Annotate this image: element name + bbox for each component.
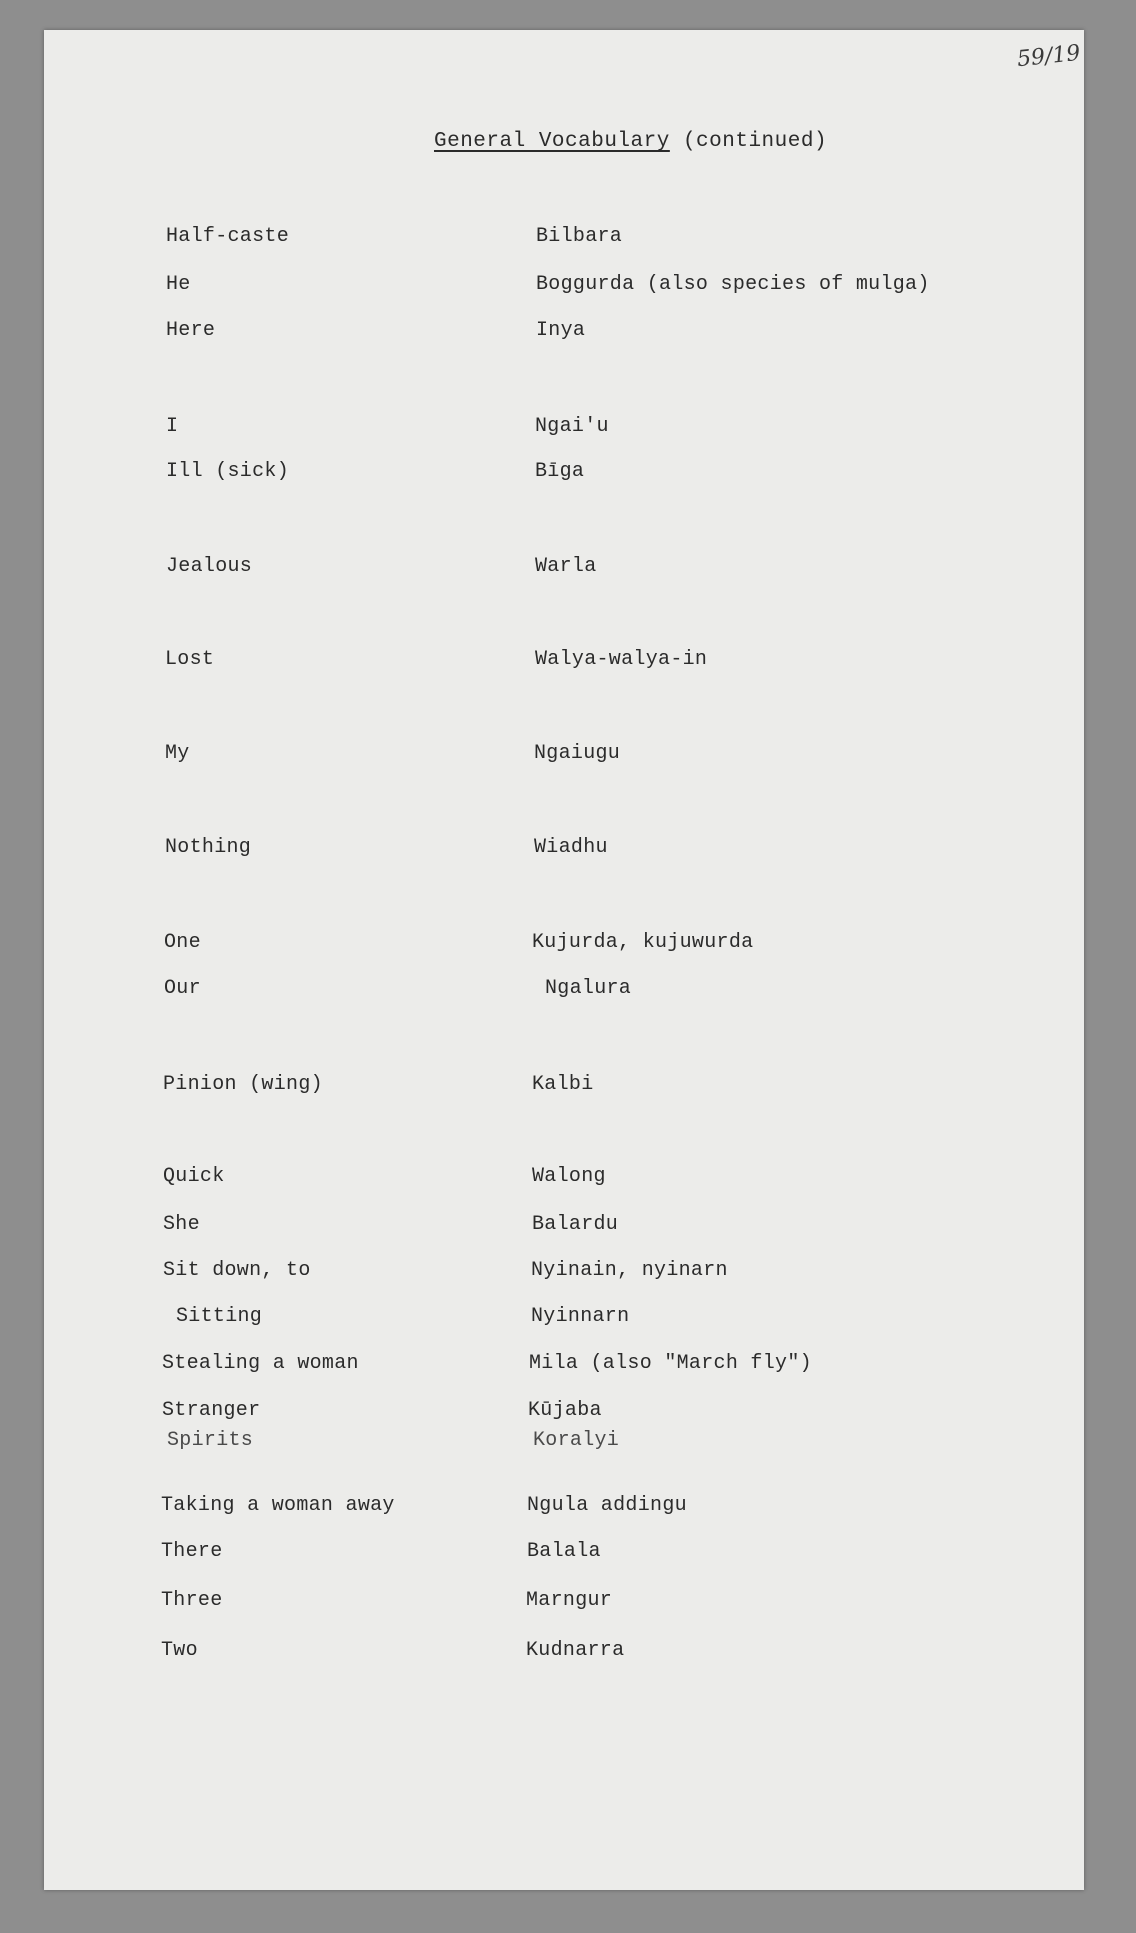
aboriginal-word: Ngalura	[545, 977, 632, 1000]
english-word: Taking a woman away	[161, 1494, 395, 1517]
aboriginal-word: Ngaiugu	[534, 742, 621, 765]
vocab-row	[0, 1165, 1136, 1193]
aboriginal-word: Ngai'u	[535, 415, 609, 438]
aboriginal-word: Balardu	[532, 1213, 619, 1236]
english-word: Three	[161, 1589, 223, 1612]
english-word: Spirits	[167, 1429, 254, 1452]
aboriginal-word: Walya-walya-in	[535, 648, 708, 671]
vocab-row	[0, 977, 1136, 1005]
vocab-row	[0, 555, 1136, 583]
vocab-row	[0, 931, 1136, 959]
english-word: My	[165, 742, 190, 765]
english-word: Jealous	[166, 555, 253, 578]
vocab-row	[0, 742, 1136, 770]
vocab-row	[0, 1352, 1136, 1380]
aboriginal-word: Walong	[532, 1165, 606, 1188]
english-word: Stealing a woman	[162, 1352, 359, 1375]
title-main: General Vocabulary	[434, 130, 670, 153]
english-word: There	[161, 1540, 223, 1563]
vocab-row	[0, 1589, 1136, 1617]
vocab-row	[0, 225, 1136, 253]
english-word: Two	[161, 1639, 198, 1662]
aboriginal-word: Kalbi	[532, 1073, 594, 1096]
aboriginal-word: Inya	[536, 319, 586, 342]
vocab-row	[0, 415, 1136, 443]
english-word: Nothing	[165, 836, 252, 859]
english-word: She	[163, 1213, 200, 1236]
english-word: Half-caste	[166, 225, 290, 248]
vocab-row	[0, 648, 1136, 676]
page-title	[434, 130, 827, 153]
folio-number: 59/19	[1015, 40, 1082, 73]
aboriginal-word: Boggurda (also species of mulga)	[536, 273, 930, 296]
vocab-row	[0, 1639, 1136, 1667]
aboriginal-word: Warla	[535, 555, 597, 578]
english-word: Quick	[163, 1165, 225, 1188]
english-word: Ill (sick)	[166, 460, 290, 483]
vocab-row	[0, 1073, 1136, 1101]
aboriginal-word: Wiadhu	[534, 836, 608, 859]
aboriginal-word: Mila (also "March fly")	[529, 1352, 812, 1375]
english-word: Stranger	[162, 1399, 261, 1422]
aboriginal-word: Bīga	[535, 460, 585, 483]
vocab-row	[0, 1305, 1136, 1333]
english-word: I	[166, 415, 179, 438]
title-suffix: (continued)	[669, 130, 828, 153]
vocab-row	[0, 319, 1136, 347]
aboriginal-word: Kūjaba	[528, 1399, 602, 1422]
vocab-row	[0, 1494, 1136, 1522]
vocab-row	[0, 1213, 1136, 1241]
aboriginal-word: Ngula addingu	[527, 1494, 687, 1517]
aboriginal-word: Koralyi	[533, 1429, 620, 1452]
aboriginal-word: Kujurda, kujuwurda	[532, 931, 754, 954]
english-word: One	[164, 931, 201, 954]
vocab-row	[0, 1399, 1136, 1427]
english-word: Our	[164, 977, 201, 1000]
vocab-row	[0, 273, 1136, 301]
aboriginal-word: Marngur	[526, 1589, 613, 1612]
english-word: Pinion (wing)	[163, 1073, 323, 1096]
aboriginal-word: Balala	[527, 1540, 601, 1563]
vocab-row	[0, 1429, 1136, 1457]
vocab-row	[0, 460, 1136, 488]
aboriginal-word: Nyinain, nyinarn	[531, 1259, 728, 1282]
vocab-row	[0, 1259, 1136, 1287]
english-word: He	[166, 273, 191, 296]
english-word: Sitting	[176, 1305, 263, 1328]
aboriginal-word: Bilbara	[536, 225, 623, 248]
english-word: Sit down, to	[163, 1259, 311, 1282]
english-word: Lost	[165, 648, 215, 671]
aboriginal-word: Nyinnarn	[531, 1305, 630, 1328]
vocab-row	[0, 1540, 1136, 1568]
english-word: Here	[166, 319, 216, 342]
aboriginal-word: Kudnarra	[526, 1639, 625, 1662]
vocab-row	[0, 836, 1136, 864]
